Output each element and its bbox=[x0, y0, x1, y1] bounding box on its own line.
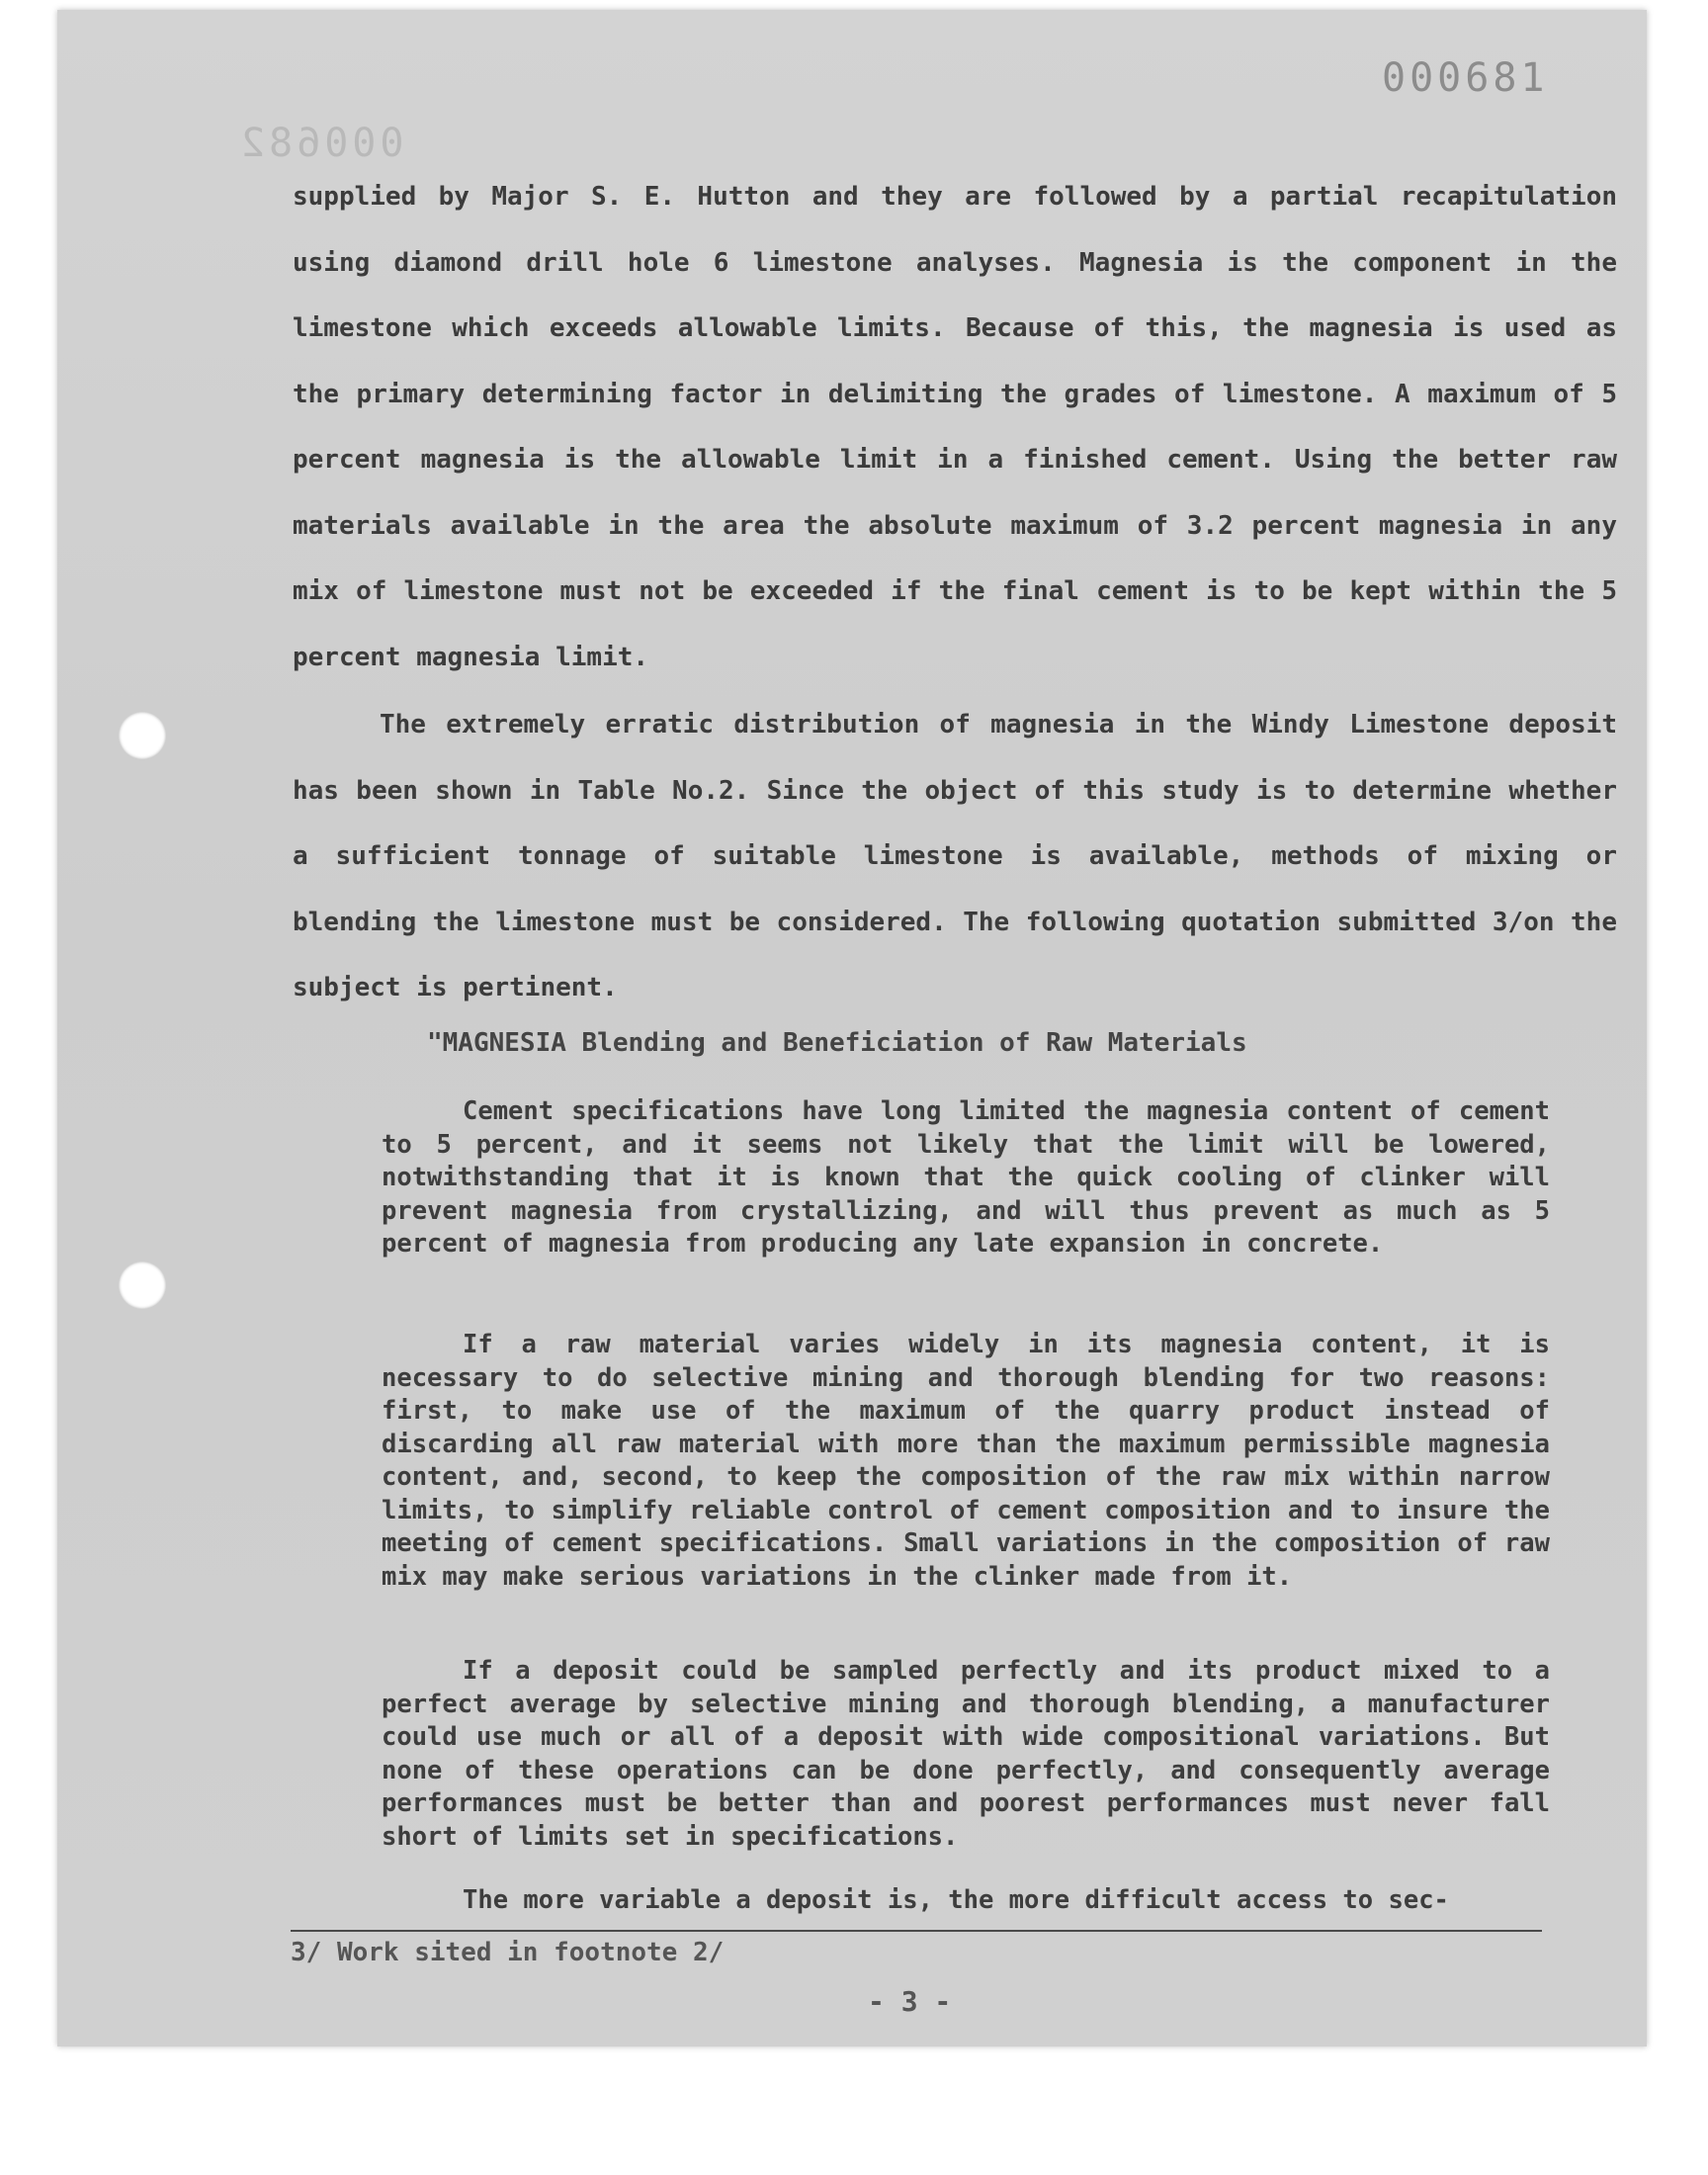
quote-paragraph-1: Cement specifications have long limited the magnesia content of cement to 5 percent, and it seems not likely that the limit will be lowered, notwithstanding that it is known that the quick cooling of clinker will prevent magnesia from crystallizing, and will thus prevent as much as 5 percent of magnesia from producing any late expansion in concrete. bbox=[382, 1096, 1550, 1259]
quote-paragraph-2: If a raw material varies widely in its magnesia content, it is necessary to do selective mining and thorough blending for two reasons: first, to make use of the maximum of the quarry product instead of discarding all raw material with more than the maximum permissible magnesia content, and, second, to keep the composition of the raw mix within narrow limits, to simplify reliable control of cement composition and to insure the meeting of cement specifications. Small variations in the composition of raw mix may make serious variations in the clinker made from it. bbox=[382, 1330, 1550, 1592]
quote-paragraph-3: If a deposit could be sampled perfectly and its product mixed to a perfect average by selective mining and thorough blending, a manufacturer could use much or all of a deposit with wide compositional variations. But none of these operations can be done perfectly, and consequently average performances must be better than and poorest performances must never fall short of limits set in specifications. bbox=[382, 1656, 1550, 1852]
document-page bbox=[57, 10, 1647, 2046]
punch-hole bbox=[119, 1262, 166, 1309]
page-stamp-number: 000681 bbox=[1382, 55, 1549, 101]
footnote-rule bbox=[291, 1930, 1542, 1932]
body-paragraph-1: supplied by Major S. E. Hutton and they are followed by a partial recapitulation using diamond drill hole 6 limestone analyses. Magnesia is the component in the limestone which exceeds allowable limits. Because of this, the magnesia is used as the primary determining factor in delimiting the grades of limestone. A maximum of 5 percent magnesia is the allowable limit in a finished cement. Using the better raw materials available in the area the absolute maximum of 3.2 percent magnesia in any mix of limestone must not be exceeded if the final cement is to be kept within the 5 percent magnesia limit. bbox=[293, 182, 1617, 672]
page-number: - 3 - bbox=[868, 1985, 952, 2018]
quote-paragraph-4: The more variable a deposit is, the more difficult access to sec- bbox=[463, 1885, 1449, 1915]
quote-title: "MAGNESIA Blending and Beneficiation of Raw Materials bbox=[427, 1028, 1247, 1058]
body-paragraph-2: The extremely erratic distribution of magnesia in the Windy Limestone deposit has been shown in Table No.2. Since the object of this study is to determine whether a sufficient tonnage of suitable limestone is available, methods of mixing or blending the limestone must be considered. The following quotation submitted 3/on the subject is pertinent. bbox=[293, 710, 1617, 1002]
bleed-through-stamp: 000682 bbox=[237, 121, 404, 166]
footnote: 3/ Work sited in footnote 2/ bbox=[291, 1938, 725, 1967]
punch-hole bbox=[119, 712, 166, 759]
